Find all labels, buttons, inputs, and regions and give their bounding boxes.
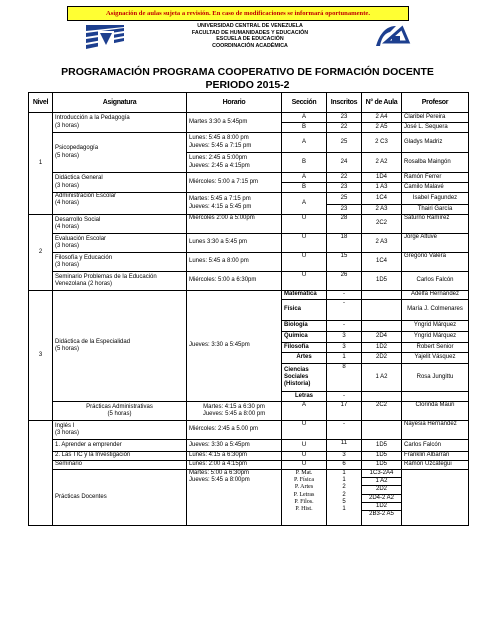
section-cell: Letras — [282, 392, 327, 402]
schedule-cell: Miércoles 2:00 a 5:00pm — [187, 215, 282, 234]
subject-hours: (3 horas) — [55, 243, 80, 249]
schedule-cell: Lunes: 2:00 a 4:15pm — [187, 461, 282, 470]
room-cell: 1D2 — [362, 343, 402, 353]
professor-cell: Claribel Pereira — [402, 113, 469, 123]
schedule-cell — [187, 470, 282, 526]
section-cell: U — [282, 452, 327, 461]
room-cell: 1D5 — [362, 461, 402, 470]
enrolled-line: 1 — [342, 470, 346, 476]
section-cell: A — [282, 402, 327, 421]
enrolled-cell: - — [327, 291, 362, 300]
subject-name: Desarrollo Social — [55, 216, 101, 223]
header-horario: Horario — [187, 93, 282, 113]
section-cell: U — [282, 461, 327, 470]
subject-name: Evaluación Escolar — [55, 235, 107, 242]
room-cell — [362, 300, 402, 321]
enrolled-cell: 23 — [327, 113, 362, 123]
section-cell: B — [282, 153, 327, 173]
subject-name: Psicopedagogía — [55, 145, 99, 152]
room-line: 2B3-2 A5 — [369, 511, 394, 518]
coordination-line: COORDINACIÓN ACADÉMICA — [212, 42, 288, 49]
header-profesor: Profesor — [402, 93, 469, 113]
schedule-line: Martes: 4:15 a 6:30 pm — [203, 403, 265, 410]
subject-cell — [53, 173, 187, 193]
subject-cell — [53, 193, 187, 215]
professor-cell: Rosa Jungittu — [402, 364, 469, 392]
schedule-cell: Jueves: 3:30 a 5:45pm — [187, 291, 282, 402]
enrolled-line: 2 — [342, 484, 346, 491]
professor-cell: Carlos Falcón — [402, 272, 469, 291]
table-row — [29, 193, 469, 205]
room-cell — [362, 470, 402, 526]
schedule-cell: Jueves: 3:30 a 5:45pm — [187, 440, 282, 452]
room-line: 1D2 — [362, 503, 401, 511]
enrolled-line: 1 — [342, 477, 346, 484]
professor-cell: María J. Colmenares — [402, 300, 469, 321]
subject-cell — [53, 421, 187, 440]
room-cell: 1D5 — [362, 272, 402, 291]
room-cell — [362, 291, 402, 300]
school-logo — [372, 22, 416, 50]
subject-hours: (5 horas) — [55, 152, 80, 159]
room-cell: 1D5 — [362, 440, 402, 452]
enrolled-cell: 15 — [327, 253, 362, 272]
room-line: 2D2 — [362, 486, 401, 494]
section-cell: B — [282, 183, 327, 193]
enrolled-cell: 22 — [327, 123, 362, 133]
table-row — [29, 440, 469, 452]
enrolled-cell: 28 — [327, 215, 362, 234]
schedule-cell — [187, 153, 282, 173]
nivel-cell — [29, 421, 53, 526]
enrolled-cell: - — [327, 321, 362, 332]
nivel-cell: 3 — [29, 291, 53, 421]
room-cell: 2 A2 — [362, 153, 402, 173]
schedule-cell — [187, 402, 282, 421]
section-cell: U — [282, 253, 327, 272]
table-row — [29, 402, 469, 421]
nivel-cell: 1 — [29, 113, 53, 215]
table-row — [29, 291, 469, 300]
schedule-line: Jueves: 5:45 a 7:15 pm — [189, 142, 252, 149]
subject-name: Didáctica General — [55, 175, 103, 182]
room-cell: 2C2 — [362, 402, 402, 421]
subject-cell — [53, 253, 187, 272]
subject-hours: Venezolana (2 horas) — [55, 281, 113, 287]
section-cell: Matemática — [282, 291, 327, 300]
room-cell: 1C4 — [362, 193, 402, 205]
enrolled-cell: 3 — [327, 332, 362, 343]
subject-cell — [53, 272, 187, 291]
enrolled-cell: 17 — [327, 402, 362, 421]
room-cell: 2 A5 — [362, 123, 402, 133]
schedule-cell: Miércoles: 2:45 a 5.00 pm — [187, 421, 282, 440]
schedule-cell: Lunes: 5:45 a 8:00 pm — [187, 253, 282, 272]
subject-cell — [53, 113, 187, 133]
professor-cell: Rosalba Maingón — [402, 153, 469, 173]
room-cell: 2 C3 — [362, 133, 402, 153]
room-cell: 2 A4 — [362, 113, 402, 123]
enrolled-cell: 18 — [327, 234, 362, 253]
professor-cell: Isabel Fagundez — [402, 193, 469, 205]
nivel-cell: 2 — [29, 215, 53, 291]
subject-hours: (5 horas) — [107, 411, 132, 417]
schedule-line: Jueves: 5:45 a 8:00 pm — [202, 411, 266, 417]
schedule-line: Lunes: 5:45 a 8:00 pm — [189, 135, 249, 142]
subject-hours: (5 horas) — [55, 346, 80, 352]
professor-cell: Robert Senior — [402, 343, 469, 353]
section-line: P. Mat. — [295, 470, 313, 476]
professor-cell: Adelfa Hernández — [402, 291, 469, 300]
table-row — [29, 452, 469, 461]
enrolled-cell: 23 — [327, 183, 362, 193]
professor-cell: Yngrid Márquez — [402, 321, 469, 332]
table-row — [29, 253, 469, 272]
professor-cell — [402, 392, 469, 402]
enrolled-cell: 3 — [327, 452, 362, 461]
page-subtitle: PERIODO 2015-2 — [205, 79, 290, 91]
table-row — [29, 461, 469, 470]
room-line: 1 A2 — [362, 478, 401, 486]
section-cell: U — [282, 440, 327, 452]
section-line: P. Filos. — [294, 498, 314, 505]
professor-cell: Yngrid Márquez — [402, 332, 469, 343]
enrolled-cell: 24 — [327, 153, 362, 173]
enrolled-cell: 22 — [327, 173, 362, 183]
subject-name: Prácticas Administrativas — [86, 403, 153, 410]
enrolled-cell: 8 — [327, 364, 362, 392]
subject-hours: (3 horas) — [55, 262, 80, 268]
schedule-cell: Martes 3:30 a 5:45pm — [187, 113, 282, 133]
room-cell — [362, 421, 402, 440]
table-row — [29, 470, 469, 526]
enrolled-cell: 23 — [327, 205, 362, 215]
subject-hours: (3 horas) — [55, 182, 80, 189]
subject-cell: Prácticas Docentes — [53, 470, 187, 526]
subject-name: Introducción a la Pedagogía — [55, 115, 130, 122]
section-cell: A — [282, 133, 327, 153]
professor-cell: Ramón Uzcátegui — [402, 461, 469, 470]
table-row — [29, 234, 469, 253]
subject-hours: (4 horas) — [55, 200, 80, 207]
subject-cell — [53, 234, 187, 253]
room-line: 2D4-2 A2 — [362, 495, 401, 503]
section-cell: A — [282, 173, 327, 183]
section-cell: A — [282, 113, 327, 123]
professor-cell: Saturno Ramírez — [402, 215, 469, 234]
enrolled-cell: 11 — [327, 440, 362, 452]
schedule-cell: Lunes: 4:15 a 6:30pm — [187, 452, 282, 461]
room-cell: 2D4 — [362, 332, 402, 343]
schedule-line: Jueves: 2:45 a 4:15pm — [189, 162, 250, 169]
section-line: P. Hist. — [295, 506, 313, 513]
schedule-cell: Miércoles: 5:00 a 6:30pm — [187, 272, 282, 291]
section-cell: U — [282, 234, 327, 253]
enrolled-cell: 3 — [327, 343, 362, 353]
enrolled-cell: - — [327, 421, 362, 440]
subject-name: Didáctica de la Especialidad — [55, 338, 131, 345]
table-row — [29, 272, 469, 291]
table-row — [29, 173, 469, 183]
section-cell: Artes — [282, 353, 327, 364]
subject-name: Seminario Problemas de la Educación — [55, 273, 157, 280]
professor-cell: Yajelit Vásquez — [402, 353, 469, 364]
professor-cell: José L. Sequera — [402, 123, 469, 133]
subject-cell — [53, 215, 187, 234]
page-title: PROGRAMACIÓN PROGRAMA COOPERATIVO DE FORMACIÓN DOCENTE — [61, 66, 434, 78]
room-cell: 2C2 — [362, 215, 402, 234]
section-cell: U — [282, 272, 327, 291]
school-line: ESCUELA DE EDUCACIÓN — [216, 36, 284, 43]
room-cell: 1C4 — [362, 253, 402, 272]
section-cell: U — [282, 421, 327, 440]
subject-hours: (3 horas) — [55, 122, 80, 129]
enrolled-cell: 6 — [327, 461, 362, 470]
schedule-line: Jueves: 4:15 a 5:45 pm — [189, 203, 252, 210]
enrolled-line: 1 — [342, 506, 346, 513]
schedule-table — [28, 92, 469, 526]
table-header-row — [29, 93, 469, 113]
schedule-cell — [187, 133, 282, 153]
room-cell: 2D2 — [362, 353, 402, 364]
enrolled-cell: - — [327, 392, 362, 402]
room-cell — [362, 392, 402, 402]
room-cell — [362, 321, 402, 332]
enrolled-cell: 1 — [327, 353, 362, 364]
section-cell: Biología — [282, 321, 327, 332]
section-cell: Ciencias Sociales (Historia) — [282, 364, 327, 392]
subject-name: Inglés I — [55, 422, 75, 429]
subject-cell — [53, 291, 187, 402]
enrolled-cell: 26 — [327, 272, 362, 291]
subject-hours: (4 horas) — [55, 224, 80, 230]
section-cell: A — [282, 193, 327, 215]
header-seccion: Sección — [282, 93, 327, 113]
professor-cell: Gladys Madriz — [402, 133, 469, 153]
schedule-line: Lunes: 2:45 a 5:00pm — [189, 155, 248, 162]
section-cell: U — [282, 215, 327, 234]
room-cell: 2 A3 — [362, 205, 402, 215]
subject-hours: (3 horas) — [55, 430, 80, 436]
enrolled-cell: 25 — [327, 133, 362, 153]
schedule-line: Jueves: 5:45 a 8:00pm — [189, 477, 250, 484]
section-cell: Química — [282, 332, 327, 343]
section-line: P. Artes — [294, 484, 314, 491]
room-cell: 1D5 — [362, 452, 402, 461]
section-cell: Filosofía — [282, 343, 327, 353]
room-cell: 1 A2 — [362, 364, 402, 392]
professor-cell: Franklin Albarrán — [402, 452, 469, 461]
subject-cell: 2. Las TIC y la Investigación — [53, 452, 187, 461]
faculty-line: FACULTAD DE HUMANIDADES Y EDUCACIÓN — [191, 29, 309, 36]
room-cell: 1D4 — [362, 173, 402, 183]
section-cell: Física — [282, 300, 327, 321]
section-cell: B — [282, 123, 327, 133]
header-inscritos: Inscritos — [327, 93, 362, 113]
section-cell — [282, 470, 327, 526]
enrolled-cell: - — [327, 300, 362, 321]
subject-cell: Seminario — [53, 461, 187, 470]
professor-cell: Gregorio Valera — [402, 253, 469, 272]
room-cell: 1 A3 — [362, 183, 402, 193]
enrolled-line: 5 — [342, 498, 346, 505]
subject-name: Administración Escolar — [55, 193, 117, 199]
table-row — [29, 215, 469, 234]
header-nivel: Nivel — [29, 93, 53, 113]
header-asignatura: Asignatura — [53, 93, 187, 113]
section-line: P. Letras — [293, 491, 315, 498]
subject-name: Filosofía y Educación — [55, 254, 113, 261]
enrolled-cell — [327, 470, 362, 526]
enrolled-cell: 25 — [327, 193, 362, 205]
table-row — [29, 133, 469, 153]
professor-cell: Nayesia Hernández — [402, 421, 469, 440]
professor-cell: Jorge Altuve — [402, 234, 469, 253]
schedule-line: Martes: 5:45 a 7:15 pm — [189, 196, 251, 203]
professor-cell — [402, 470, 469, 526]
professor-cell: Camilo Malavé — [402, 183, 469, 193]
schedule-line: Martes: 5:00 a 6:30pm — [189, 470, 250, 476]
subject-cell — [53, 133, 187, 173]
schedule-cell: Lunes 3:30 a 5:45 pm — [187, 234, 282, 253]
professor-cell: Ramón Ferrer — [402, 173, 469, 183]
schedule-cell — [187, 193, 282, 215]
table-row — [29, 421, 469, 440]
professor-cell: Thairi García — [402, 205, 469, 215]
university-header — [150, 23, 350, 49]
header-aula: N° de Aula — [362, 93, 402, 113]
subject-cell: 1. Aprender a emprender — [53, 440, 187, 452]
enrolled-line: 2 — [342, 491, 346, 498]
room-cell: 2 A3 — [362, 234, 402, 253]
subject-cell — [53, 402, 187, 421]
professor-cell: Carlos Falcón — [402, 440, 469, 452]
university-line: UNIVERSIDAD CENTRAL DE VENEZUELA — [197, 23, 303, 29]
table-row — [29, 113, 469, 123]
professor-cell: Clorinda Mauri — [402, 402, 469, 421]
room-line: 1C3-2A4 — [362, 470, 401, 478]
ucv-logo — [84, 23, 128, 51]
schedule-cell: Miércoles: 5:00 a 7:15 pm — [187, 173, 282, 193]
section-line: P. Física — [293, 477, 314, 484]
notice-banner: Asignación de aulas sujeta a revisión. En caso de modificaciones se informará oportunamente. — [67, 6, 409, 21]
